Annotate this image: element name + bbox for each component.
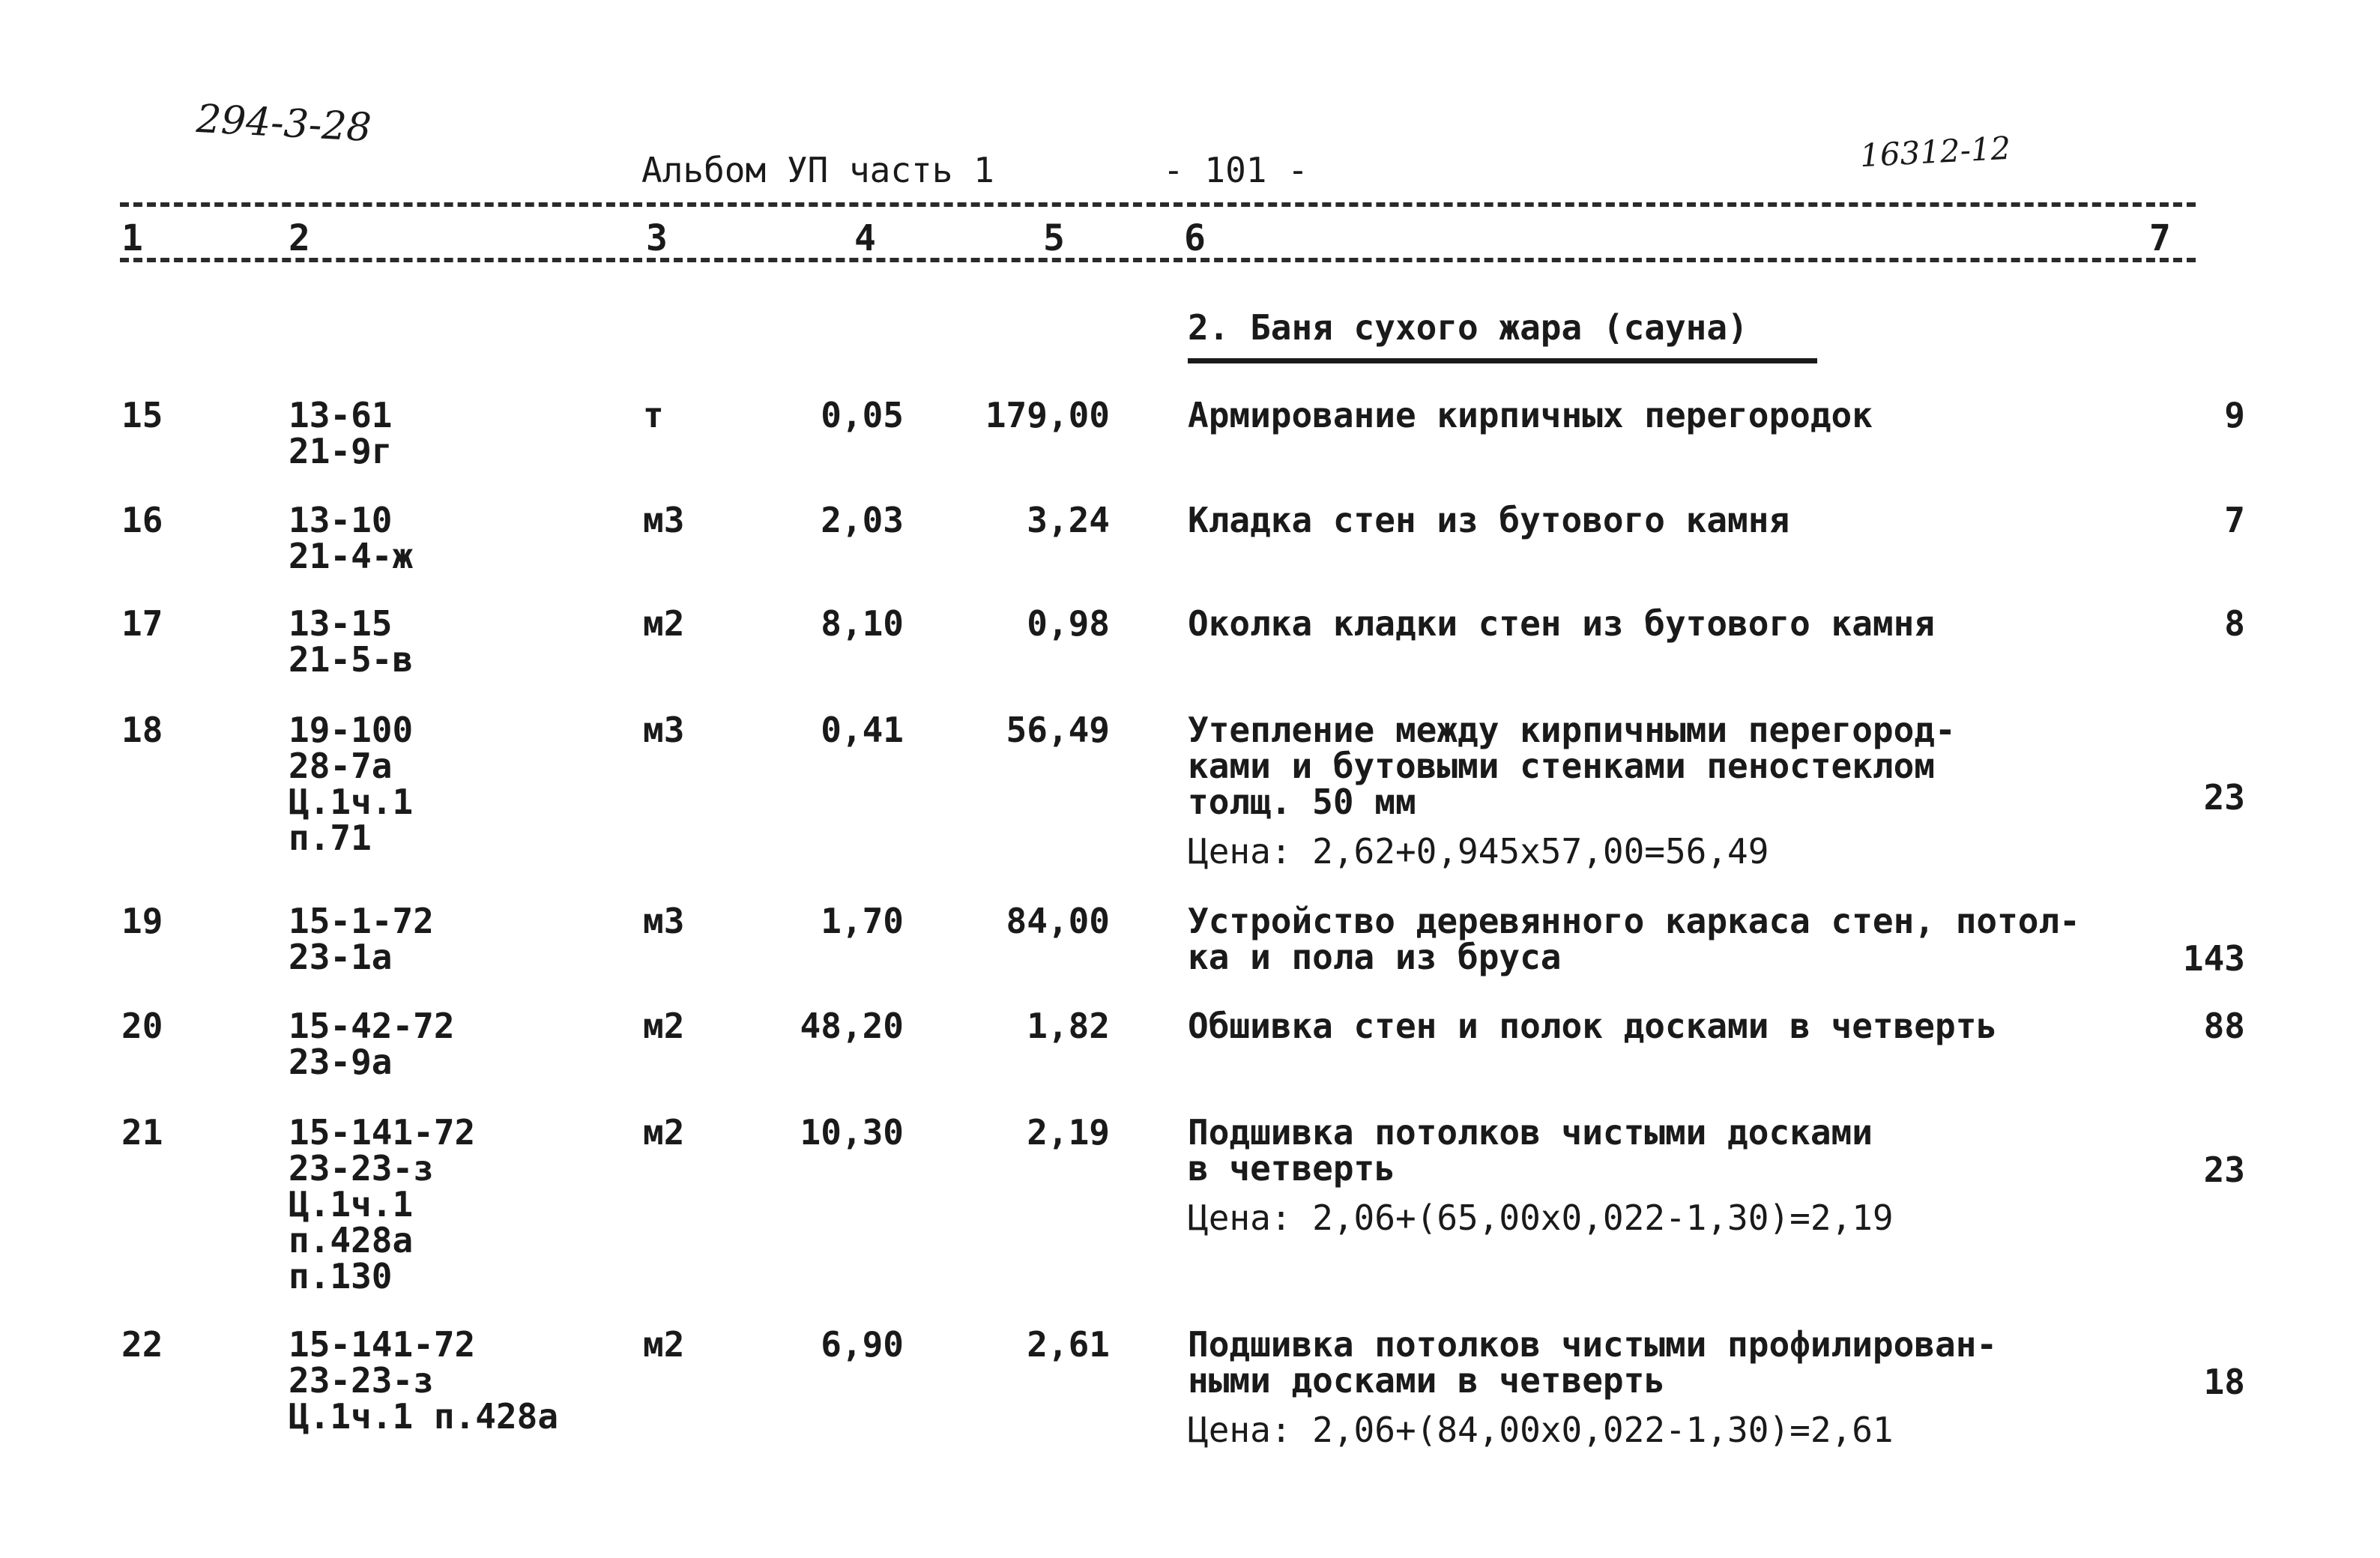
row-unit: т (643, 395, 664, 435)
row-description (1188, 1326, 1997, 1448)
row-unit-price: 2,61 (1027, 1324, 1110, 1365)
row-description-line: Устройство деревянного каркаса стен, потол- (1188, 901, 2080, 941)
row-code (289, 903, 434, 975)
row-code-line: 23-9а (289, 1042, 393, 1082)
row-code (289, 1324, 559, 1437)
row-description-line: ками и бутовыми стенками пеностеклом (1188, 746, 1935, 786)
row-code-line: 13-10 (289, 500, 393, 540)
column-number-7: 7 (2149, 217, 2171, 259)
row-unit: м3 (643, 500, 685, 540)
column-number-6: 6 (1184, 217, 1206, 259)
row-unit-price: 2,19 (1027, 1112, 1110, 1153)
row-code-line: Ц.1ч.1 (289, 1184, 414, 1225)
row-code-line: 23-1а (289, 937, 393, 977)
row-total: 143 (2182, 938, 2245, 979)
row-total: 23 (2203, 777, 2245, 818)
row-quantity: 0,41 (821, 710, 904, 750)
row-quantity: 2,03 (821, 500, 904, 540)
row-total: 88 (2203, 1006, 2245, 1046)
row-unit-price: 84,00 (1006, 901, 1110, 941)
row-unit-price: 0,98 (1027, 603, 1110, 644)
column-number-5: 5 (1043, 217, 1065, 259)
row-description (1188, 710, 1956, 872)
row-description-line: толщ. 50 мм (1188, 782, 1416, 822)
column-number-2: 2 (289, 217, 310, 259)
row-description-line: Подшивка потолков чистыми профилирован- (1188, 1324, 1998, 1365)
row-total: 8 (2224, 603, 2245, 644)
row-unit: м3 (643, 710, 685, 750)
row-code-line: 21-4-ж (289, 536, 414, 576)
row-unit: м3 (643, 901, 685, 941)
row-unit-price: 179,00 (985, 395, 1110, 435)
row-unit: м2 (643, 1324, 685, 1365)
row-total: 7 (2224, 500, 2245, 540)
section-title: 2. Баня сухого жара (сауна) (1188, 307, 1748, 348)
row-price-formula: Цена: 2,06+(65,00х0,022-1,30)=2,19 (1188, 1198, 1894, 1238)
row-code-line: п.130 (289, 1256, 393, 1296)
row-description (1188, 903, 2080, 975)
row-quantity: 8,10 (821, 603, 904, 644)
row-quantity: 1,70 (821, 901, 904, 941)
row-price-formula: Цена: 2,62+0,945х57,00=56,49 (1188, 831, 1769, 872)
row-total: 23 (2203, 1150, 2245, 1190)
row-number: 21 (121, 1112, 163, 1153)
row-number: 18 (121, 710, 163, 750)
row-number: 17 (121, 603, 163, 644)
row-code-line: 15-42-72 (289, 1006, 455, 1046)
row-code-line: 21-9г (289, 431, 393, 471)
row-description (1188, 397, 1873, 433)
row-code-line: 19-100 (289, 710, 414, 750)
column-number-1: 1 (121, 217, 143, 259)
handwritten-doc-number: 294-3-28 (195, 96, 373, 151)
section-title-underline (1188, 358, 1817, 363)
row-description-line: ными досками в четверть (1188, 1360, 1665, 1401)
column-number-4: 4 (854, 217, 876, 259)
row-description-line: Утепление между кирпичными перегород- (1188, 710, 1956, 750)
row-price-formula: Цена: 2,06+(84,00х0,022-1,30)=2,61 (1188, 1410, 1894, 1450)
row-code-line: 15-141-72 (289, 1324, 476, 1365)
dashed-divider-top (120, 202, 2196, 207)
row-number: 20 (121, 1006, 163, 1046)
row-description-line: в четверть (1188, 1148, 1395, 1189)
row-description (1188, 603, 1935, 644)
row-code (289, 502, 413, 574)
row-unit: м2 (643, 1112, 685, 1153)
row-code (289, 712, 413, 856)
column-number-3: 3 (646, 217, 668, 259)
row-code-line: 13-61 (289, 395, 393, 435)
row-description-line: Кладка стен из бутового камня (1188, 500, 1790, 540)
row-total: 18 (2203, 1362, 2245, 1402)
row-unit: м2 (643, 1006, 685, 1046)
row-code (289, 603, 414, 680)
row-description-line: ка и пола из бруса (1188, 937, 1562, 977)
page-number: - 101 - (1163, 150, 1308, 190)
row-description-line: Подшивка потолков чистыми досками (1188, 1112, 1873, 1153)
row-code (289, 1008, 455, 1080)
row-unit: м2 (643, 603, 685, 644)
row-code-line: 28-7а (289, 746, 393, 786)
row-number: 22 (121, 1324, 163, 1365)
row-quantity: 10,30 (800, 1112, 904, 1153)
album-title: Альбом УП часть 1 (641, 150, 994, 190)
row-number: 16 (121, 500, 163, 540)
row-total: 9 (2224, 395, 2245, 435)
row-code (289, 397, 392, 469)
row-description-line: Околка кладки стен из бутового камня (1188, 603, 1935, 644)
row-description (1188, 1008, 1997, 1044)
row-code-line: 23-23-з (289, 1148, 434, 1189)
row-number: 15 (121, 395, 163, 435)
row-code-line: 15-1-72 (289, 901, 434, 941)
row-description (1188, 1114, 1894, 1236)
dashed-divider-bottom (120, 258, 2196, 262)
row-code (289, 1114, 475, 1294)
row-description-line: Обшивка стен и полок досками в четверть (1188, 1006, 1998, 1046)
row-quantity: 0,05 (821, 395, 904, 435)
row-code-line: 15-141-72 (289, 1112, 476, 1153)
row-unit-price: 3,24 (1027, 500, 1110, 540)
row-quantity: 6,90 (821, 1324, 904, 1365)
row-code-line: Ц.1ч.1 (289, 782, 414, 822)
row-description (1188, 502, 1789, 538)
row-description-line: Армирование кирпичных перегородок (1188, 395, 1873, 435)
row-code-line: 21-5-в (289, 639, 414, 680)
row-quantity: 48,20 (800, 1006, 904, 1046)
row-number: 19 (121, 901, 163, 941)
row-unit-price: 56,49 (1006, 710, 1110, 750)
row-code-line: п.71 (289, 818, 372, 858)
row-code-line: Ц.1ч.1 п.428а (289, 1396, 559, 1437)
handwritten-inventory-number: 16312-12 (1858, 129, 2012, 175)
row-code-line: 13-15 (289, 603, 393, 644)
row-code-line: п.428а (289, 1220, 414, 1260)
row-unit-price: 1,82 (1027, 1006, 1110, 1046)
row-code-line: 23-23-з (289, 1360, 434, 1401)
